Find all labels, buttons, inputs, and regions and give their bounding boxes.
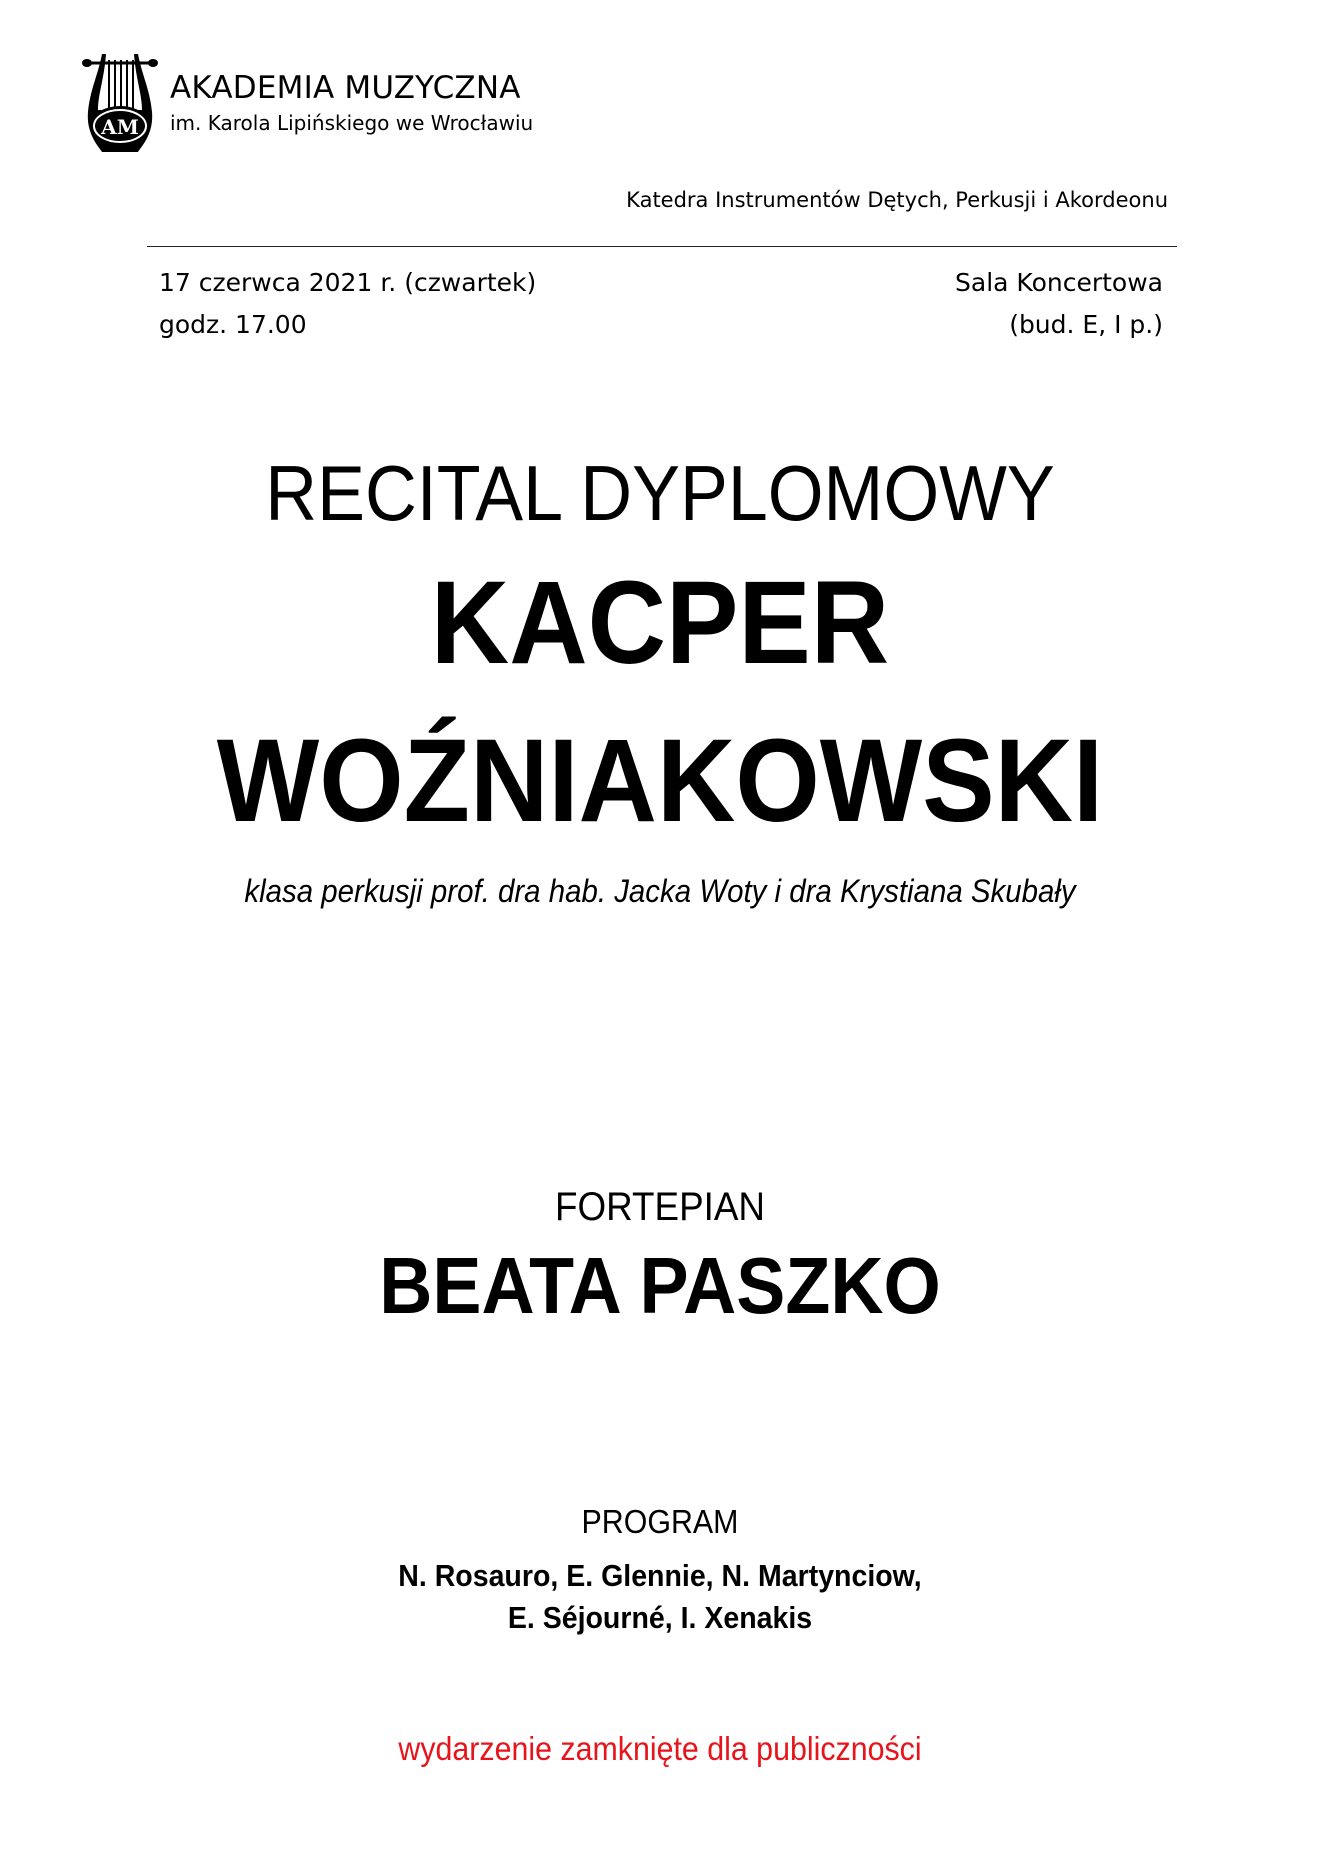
lyre-icon (80, 50, 160, 154)
event-venue: Sala Koncertowa (955, 268, 1163, 297)
program-composers-line2: E. Séjourné, I. Xenakis (507, 1600, 813, 1635)
event-time: godz. 17.00 (159, 310, 307, 339)
program-heading: PROGRAM (581, 1503, 739, 1540)
performer-last-name: WOŹNIAKOWSKI (216, 715, 1104, 847)
event-venue-detail: (bud. E, I p.) (1009, 310, 1163, 339)
institution-name: AKADEMIA MUZYCZNA (170, 70, 521, 106)
institution-subtitle: im. Karola Lipińskiego we Wrocławiu (170, 111, 534, 135)
accompanist-name: BEATA PASZKO (379, 1241, 941, 1330)
divider (147, 246, 1177, 247)
accompanist-instrument: FORTEPIAN (555, 1185, 765, 1229)
performer-first-name: KACPER (430, 557, 890, 689)
event-date: 17 czerwca 2021 r. (czwartek) (159, 268, 537, 297)
svg-text:AM: AM (101, 115, 139, 139)
class-info: klasa perkusji prof. dra hab. Jacka Woty i dra Krystiana Skubały (244, 873, 1076, 909)
recital-title: RECITAL DYPLOMOWY (265, 449, 1055, 537)
department: Katedra Instrumentów Dętych, Perkusji i Akordeonu (626, 188, 1168, 212)
program-composers-line1: N. Rosauro, E. Glennie, N. Martynciow, (398, 1558, 922, 1593)
closed-event-notice: wydarzenie zamknięte dla publiczności (398, 1730, 922, 1767)
